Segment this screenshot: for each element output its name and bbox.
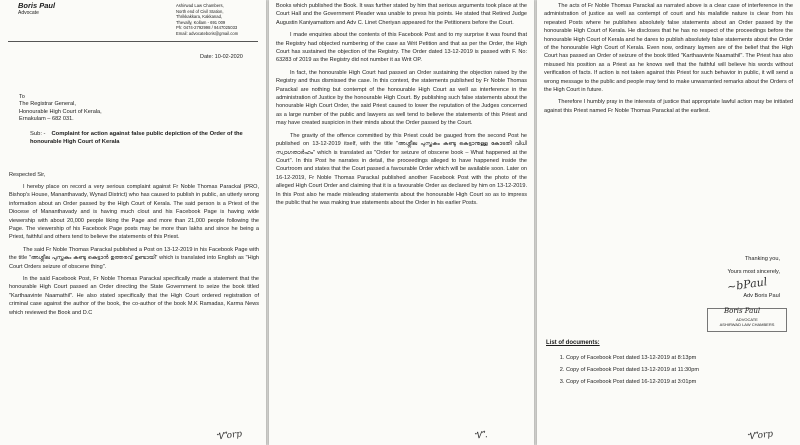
- stamp-line: ASHIRWAD LAW CHAMBERS: [719, 322, 775, 327]
- signatory-name: Adv Boris Paul: [743, 293, 780, 299]
- letter-page-3: [537, 0, 800, 445]
- page1-body: [9, 172, 259, 321]
- recipient-line: To: [19, 94, 25, 100]
- body-paragraph: Books which published the Book. It was further stated by him that serious arguments took place at the Court Hall and the Government Pleader was unable to press his points. He stated that Retired Judge Augustin Kaniyamattom and Adv C. Linet Cheriyan appeared for the Petitioners before the Court.: [276, 3, 527, 26]
- letterhead-address-line: Thevally, Kollam - 691 009: [176, 19, 226, 25]
- initials-mark: Ꮙ.: [473, 430, 489, 442]
- advocate-stamp: [707, 308, 787, 332]
- stamp-signature: Boris Paul: [724, 307, 761, 315]
- salutation: Respected Sir,: [9, 172, 46, 178]
- documents-heading: List of documents:: [546, 340, 600, 346]
- letterhead-role: Advocate: [18, 10, 39, 16]
- handwritten-signature: ~bPaul: [726, 275, 769, 294]
- body-paragraph: Therefore I humbly pray in the interests of justice that appropriate lawful action may be initiated against this Priest named Fr Noble Thomas Parackal at the earliest.: [544, 99, 793, 114]
- letter-date: Date: 10-02-2020: [200, 54, 243, 60]
- body-paragraph: The gravity of the offence committed by this Priest could be gauged from the second Post he published on 13-12-2019 itself, with the title "അശ്ലീല പുസ്തകം കണ്ടു കെട്ടാനുള്ള കോടതി വിധി സ്വാഗതാർഹം" which is translated as "Order for seizure of obscene book – What happened at the Court". In this Post he narrates in detail, the proceedings alleged to have happened inside the Courtroom and states that the Court passed a favourable Order which will be available soon. Later on 16-12-2019, Fr Noble Thomas Parackal published another Facebook Post with the photo of the alleged High Court Order and claiming that it is a favourable Order as declared by him on 13-12-2019. In this Post also he made misleading statements about the honourable High Court so as to impress the public that he was making true statements about the Order in his earlier Posts.: [276, 132, 527, 206]
- closing-thanks: Thanking you,: [744, 256, 780, 262]
- letterhead-name: Boris Paul: [18, 1, 56, 10]
- body-paragraph: In the said Facebook Post, Fr Noble Thomas Parackal specifically made a statement that the honourable High Court passed an Order directing the State Government to seize the book titled "Karthaavinte Naamathil". He also stated specifically that the High Court ordered registration of criminal case against the author of the book, the co-author of the book M.K Ramadas, Karma News which reviewed the Book and D.C: [9, 276, 259, 316]
- recipient-line: Honourable High Court of Kerala,: [19, 108, 102, 115]
- document-item: 3. Copy of Facebook Post dated 16-12-2019 at 3:01pm: [566, 376, 786, 388]
- letterhead-address-line: North end of Civil Station,: [176, 8, 224, 14]
- letter-page-1: [0, 0, 266, 445]
- body-paragraph: I made enquiries about the contents of this Facebook Post and to my surprise it was found that the Registry had objected numbering of the case as Writ Petition and that as per the Order, the High Court has sustained the objection of the Registry. The Order dated 13-12-2019 is passed with F. No: 63283 of 2019 as the Registry did not number it as Writ OP.: [276, 32, 527, 64]
- subject-label: Sub: -: [30, 131, 46, 137]
- documents-list: [546, 340, 786, 388]
- stamp-line: ADVOCATE: [736, 317, 758, 322]
- body-paragraph: I hereby place on record a very serious complaint against Fr Noble Thomas Parackal (PRO, Bishop's House, Mananthavady, Wynad District) who has caused to publish in public, an utterly wrong information about an Order passed by the High Court of Kerala. The said person is a Priest of the Diocese of Mananthavady and is having much clout and his Facebook Page is having wide viewership with about 20,000 people liking the Page and more than 21,000 people following the Page. The viewership of his Facebook Page posts may be more than lakhs and since he being a Priest, faithful and others tend to believe the statements of this Priest.: [9, 184, 259, 241]
- letterhead-address: [176, 3, 262, 37]
- document-item: 2. Copy of Facebook Post dated 13-12-2019 at 11:30pm: [566, 364, 786, 376]
- letterhead-address-line: Thrikkakkara, Kakkanad,: [176, 14, 223, 20]
- letter-page-2: [269, 0, 534, 445]
- recipient-line: Ernakulam – 682 031.: [19, 116, 74, 123]
- letterhead-address-line: Ph: 0474-2792998 / 9447025033: [176, 25, 238, 31]
- recipient-line: The Registrar General,: [19, 101, 76, 108]
- subject-text: Complaint for action against false public depiction of the Order of the honourable High Court of Kerala: [30, 131, 243, 145]
- initials-mark: Ꮙorp: [746, 429, 774, 443]
- recipient-address: [19, 94, 102, 124]
- body-paragraph: In fact, the honourable High Court had passed an Order sustaining the objection raised by the Registry and thus dismissed the case. In this context, the statements published by Fr Noble Thomas Parackal are nothing but contempt of the honourable High Court as well as interference in the administration of Justice by the honourable High Court. By publishing such false statements about the honourable High Court Order, the said Priest caused to lower the reputation of the Judges concerned as a large number of the public and lawyers as well tend to believe the statements of this Priest and may have created suspicion in their minds about the Order passed by the Court.: [276, 69, 527, 127]
- initials-mark: Ꮙorp: [215, 429, 243, 443]
- letterhead-address-line: Ashirwad Law Chambers,: [176, 3, 224, 8]
- body-paragraph: The acts of Fr Noble Thomas Parackal as narrated above is a clear case of interference in the administration of justice as well as contempt of court and his malafide nature is clear from his repeated Posts where he publishes absolutely false statements about an Order passed by the honourable High Court of Kerala. He discloses that he has no respect of the proceedings before the honourable High Court of Kerala and he dares to publish absolutely false statements about the Order of the honourable High Court of Kerala. Even now, ordinary laymen are of the belief that the High Court has passed an Order of seizure of the book titled "Karthaavinte Naamathil". The Priest has also misused his position as a Priest as he knows well that the faithful will believe his words without verification of facts. If action is not taken against this Priest for such behavior in public, it will send a wrong message to the public and people may tend to make unwarranted remarks about the Orders of the High Court in future.: [544, 3, 793, 94]
- document-item: 1. Copy of Facebook Post dated 13-12-2019 at 8:13pm: [566, 352, 786, 364]
- body-paragraph: The said Fr Noble Thomas Parackal published a Post on 13-12-2019 in his Facebook Page with the title "അശ്ലീല പുസ്തകം കണ്ടു കെട്ടാൻ ഉത്തരവ്‌ ഉണ്ടായി" which is translated into English as "High Court Orders seizure of obscene thing".: [9, 246, 259, 270]
- closing-yours: Yours most sincerely,: [727, 269, 780, 275]
- subject-line: [30, 130, 255, 146]
- letterhead-address-line: Email: advocateboris@gmail.com: [176, 30, 239, 36]
- letterhead-divider: [8, 41, 258, 42]
